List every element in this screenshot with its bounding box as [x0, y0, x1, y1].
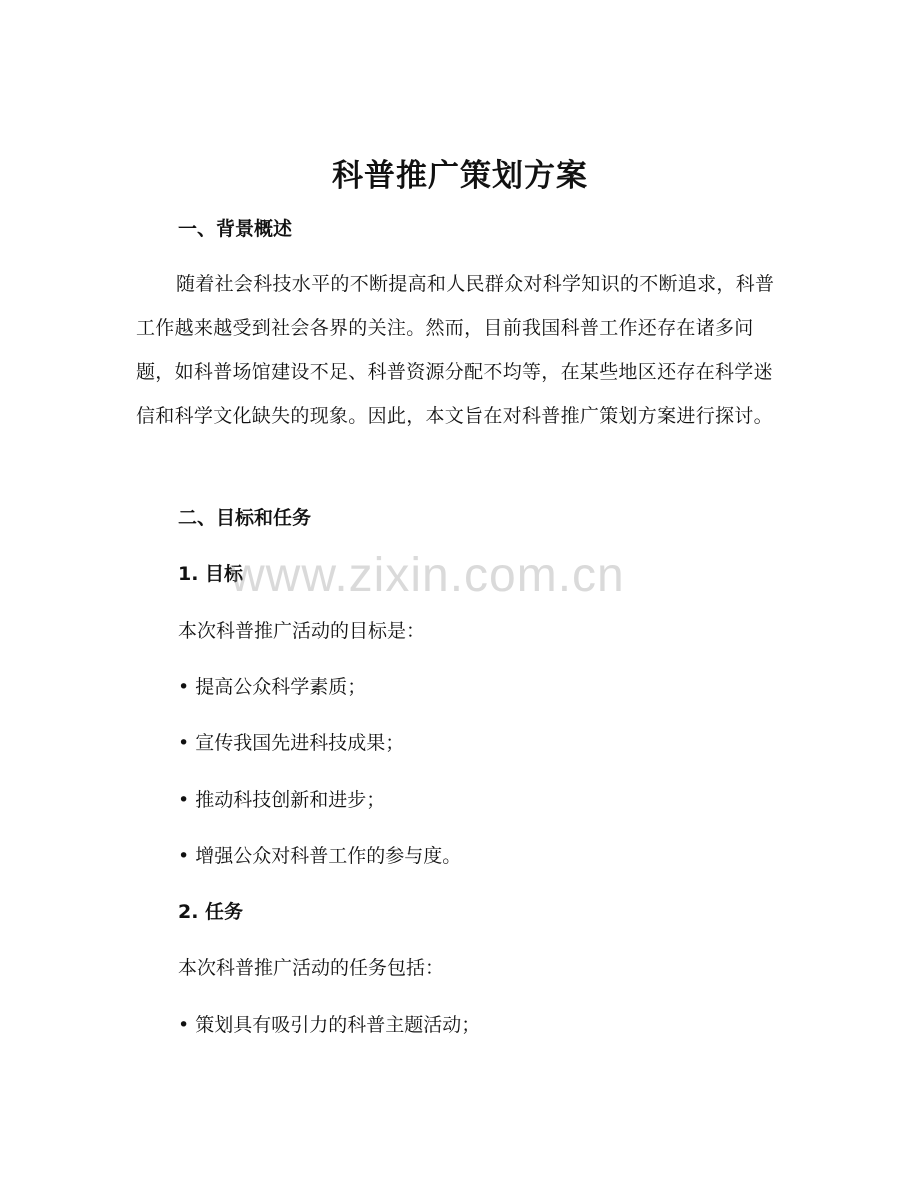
- task-intro: 本次科普推广活动的任务包括：: [178, 957, 445, 979]
- goal-intro: 本次科普推广活动的目标是：: [178, 620, 426, 642]
- goal-list-item: • 增强公众对科普工作的参与度。: [178, 845, 462, 867]
- subheading-task: 2. 任务: [178, 901, 244, 923]
- document-title: 科普推广策划方案: [332, 158, 588, 194]
- subheading-goal: 1. 目标: [178, 563, 244, 585]
- goal-list-item: • 宣传我国先进科技成果；: [178, 732, 405, 754]
- task-list-item: • 策划具有吸引力的科普主题活动；: [178, 1014, 481, 1036]
- goal-list-item: • 推动科技创新和进步；: [178, 789, 386, 811]
- watermark: www.zixin.com.cn: [230, 549, 625, 602]
- section-heading-background: 一、背景概述: [178, 218, 293, 240]
- goal-list-item: • 提高公众科学素质；: [178, 676, 367, 698]
- background-paragraph: 随着社会科技水平的不断提高和人民群众对科学知识的不断追求，科普工作越来越受到社会各界的关注。然而，目前我国科普工作还存在诸多问题，如科普场馆建设不足、科普资源分配不均等，在某些地区还存在科学迷信和科学文化缺失的现象。因此，本文旨在对科普推广策划方案进行探讨。: [136, 273, 775, 427]
- section-heading-goals-tasks: 二、目标和任务: [178, 507, 312, 529]
